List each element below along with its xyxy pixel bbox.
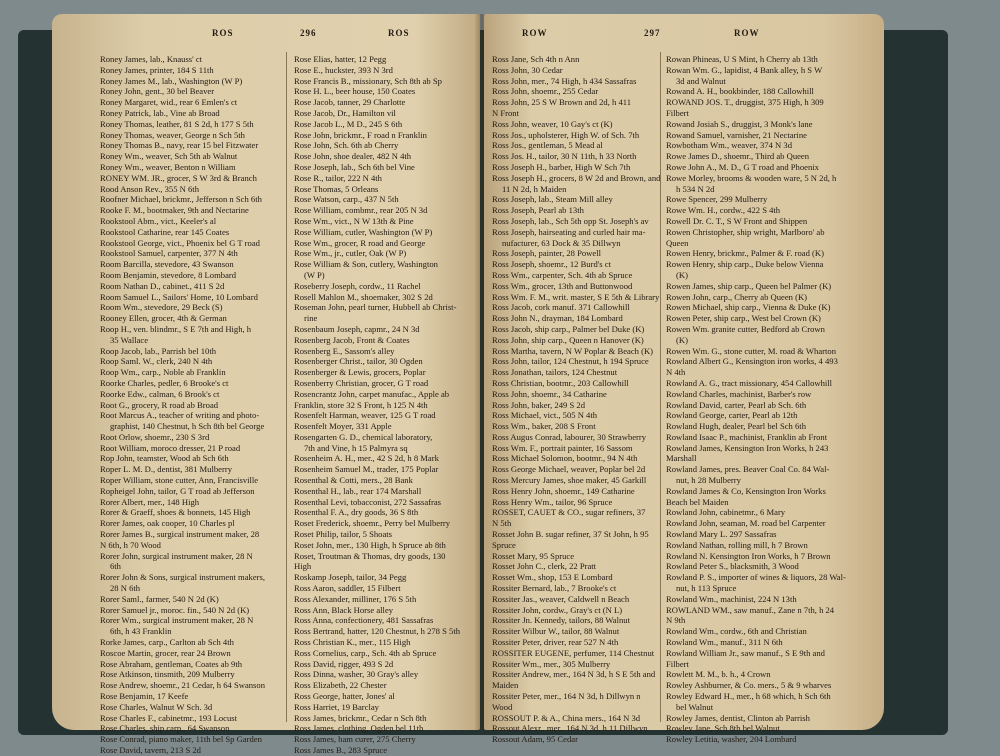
directory-entry: Ross Joseph H., barber, High W Sch 7th [492, 161, 631, 172]
directory-entry: nut, h 113 Spruce [676, 583, 737, 594]
directory-entry: Roney Thomas B., navy, rear 15 bel Fitzwater [100, 140, 259, 151]
directory-entry: Ross Jos. H., tailor, 30 N 11th, h 33 North [492, 151, 637, 162]
directory-entry: Ross Christian, bootmr., 203 Callowhill [492, 377, 629, 388]
directory-entry: Rorer John, surgical instrument maker, 28 N [100, 550, 253, 561]
directory-entry: Rose Atkinson, tinsmith, 209 Mulberry [100, 669, 235, 680]
directory-entry: Roop Wm., carp., Noble ab Franklin [100, 367, 226, 378]
directory-entry: Rosenbaum Joseph, capmr., 24 N 3d [294, 323, 420, 334]
directory-entry: RONEY WM. JR., grocer, S W 3rd & Branch [100, 172, 257, 183]
directory-entry: Rossiter Peter, mer., 164 N 3d, h Dillwyn n [492, 691, 641, 702]
directory-entry: Ross Dinna, washer, 30 Gray's alley [294, 669, 419, 680]
right-page [484, 14, 884, 745]
directory-entry: 28 N 6th [110, 583, 141, 594]
directory-entry: Roney Wm., weaver, Sch 5th ab Walnut [100, 151, 238, 162]
directory-entry: Rorer Samuel jr., moroc. fin., 540 N 2d (K) [100, 604, 250, 615]
left-page [52, 14, 480, 755]
directory-entry: Rowland N. Kensington Iron Works, h 7 Brown [666, 550, 831, 561]
left-column-2 [294, 54, 466, 756]
directory-entry: 11 N 2d, h Maiden [502, 183, 567, 194]
directory-entry: N 9th [666, 615, 686, 626]
directory-entry: Rose Charles, Walnut W Sch. 3d [100, 701, 213, 712]
directory-entry: Rosencrantz John, carpet manufac., Apple ab [294, 388, 450, 399]
directory-entry: Roset Frederick, shoemr., Perry bel Mulberry [294, 518, 451, 529]
directory-entry: Rose Wm., vict., N W 13th & Pine [294, 215, 414, 226]
directory-entry: Rosenheim Samuel M., trader, 175 Poplar [294, 464, 439, 475]
directory-entry: Ross Harriet, 19 Barclay [294, 701, 379, 712]
directory-entry: Rowen Wm. G., stone cutter, M. road & Wharton [666, 345, 836, 356]
directory-entry: Rowland P. S., importer of wines & liquors, 28 Wal- [666, 572, 846, 583]
directory-entry: Root Marcus A., teacher of writing and photo- [100, 410, 260, 421]
directory-entry: Rowland James, pres. Beaver Coal Co. 84 Wal- [666, 464, 830, 475]
directory-entry: Rose Elias, hatter, 12 Pegg [294, 54, 387, 64]
directory-entry: Rowland James, Kensington Iron Works, h 243 [666, 442, 829, 453]
directory-entry: Rose Francis B., missionary, Sch 8th ab Sp [294, 75, 442, 86]
directory-entry: Rowbotham Wm., weaver, 374 N 3d [666, 140, 792, 151]
directory-entry: Rose Wm., jr., cutler, Oak (W P) [294, 248, 407, 259]
directory-entry: Rowe John A., M. D., G T road and Phoenix [666, 161, 819, 172]
directory-entry: Rossout Adam, 95 Cedar [492, 734, 578, 745]
directory-entry: Ross John, baker, 249 S 2d [492, 399, 585, 410]
directory-entry: Rose John, brickmr., F road n Franklin [294, 129, 427, 140]
directory-entry: N 6th, h 70 Wood [100, 539, 161, 550]
directory-entry: Rowland Peter S., blacksmith, 3 Wood [666, 561, 799, 572]
directory-entry: Rose John, shoe dealer, 482 N 4th [294, 151, 412, 162]
directory-entry: Rose H. L., beer house, 150 Coates [294, 86, 416, 97]
directory-entry: Rosenberger Christ., tailor, 30 Ogden [294, 356, 423, 367]
right-column-1 [492, 54, 664, 745]
directory-entry: Ross Joseph, lab., Sch 5th opp St. Joseph's av [492, 215, 649, 226]
directory-entry: 7th and Vine, h 15 Palmyra sq [304, 442, 408, 453]
directory-entry: Rossout Alexr., mer., 164 N 3d, h 11 Dillwyn [492, 723, 648, 734]
directory-entry: Rosenfelt Moyer, 331 Apple [294, 421, 392, 432]
directory-entry: Rowland Wm., manuf., 311 N 6th [666, 637, 783, 648]
directory-entry: Rosenberg Jacob, Front & Coates [294, 334, 410, 345]
directory-entry: Ross Aaron, saddler, 15 Filbert [294, 583, 401, 594]
directory-entry: (W P) [304, 269, 325, 280]
directory-entry: Rowley Ashburner, & Co. mers., 5 & 9 wharves [666, 680, 832, 691]
directory-entry: Rookstool Samuel, carpenter, 377 N 4th [100, 248, 238, 259]
directory-entry: Wood [492, 701, 513, 712]
directory-entry: ROWAND JOS. T., druggist, 375 High, h 309 [666, 97, 824, 108]
directory-entry: Rowley Letitia, washer, 204 Lombard [666, 734, 797, 745]
directory-entry: Roop H., ven. blindmr., S E 7th and High, h [100, 323, 252, 334]
directory-entry: Spruce [492, 539, 516, 550]
directory-entry: Rosset Wm., shop, 153 E Lombard [492, 572, 613, 583]
directory-entry: Roney Patrick, lab., Vine ab Broad [100, 107, 220, 118]
directory-entry: Rowan Phineas, U S Mint, h Cherry ab 13th [666, 54, 818, 64]
directory-entry: Rorer John & Sons, surgical instrument makers, [100, 572, 266, 583]
directory-entry: Roset, Troutman & Thomas, dry goods, 130 [294, 550, 446, 561]
right-header-left: ROW [522, 28, 548, 38]
directory-entry: Ross Michael Solomon, bootmr., 94 N 4th [492, 453, 638, 464]
directory-entry: Rossiter Bernard, lab., 7 Brooke's ct [492, 583, 617, 594]
directory-entry: Rosenberry Christian, grocer, G T road [294, 377, 429, 388]
directory-entry: Ross Elizabeth, 22 Chester [294, 680, 387, 691]
directory-entry: Ross Ann, Black Horse alley [294, 604, 394, 615]
directory-entry: Ross Bertrand, hatter, 120 Chestnut, h 278 S 5th [294, 626, 461, 637]
directory-entry: Ross Wm. F. M., writ. master, S E 5th & Library [492, 291, 660, 302]
directory-entry: Rorer Albert, mer., 148 High [100, 496, 200, 507]
directory-entry: Queen [666, 237, 689, 248]
directory-entry: Root G., grocery, R road ab Broad [100, 399, 219, 410]
directory-entry: Rosenthal Levi, tobacconist, 272 Sassafras [294, 496, 442, 507]
directory-entry: Rowlett M. M., b. h., 4 Crown [666, 669, 771, 680]
directory-entry: N 4th [666, 367, 686, 378]
directory-entry: Ross Joseph H., grocers, 8 W 2d and Brown, and [492, 172, 661, 183]
directory-entry: Rowell Dr. C. T., S W Front and Shippen [666, 215, 808, 226]
directory-entry: Rowland William Jr., saw manuf., S E 9th and [666, 647, 825, 658]
directory-entry: Rowland John, cabinetmr., 6 Mary [666, 507, 786, 518]
directory-entry: Rowland Nathan, rolling mill, h 7 Brown [666, 539, 808, 550]
directory-entry: Rop John, teamster, Wood ab Sch 6th [100, 453, 229, 464]
directory-entry: Rosenberger & Lewis, grocers, Poplar [294, 367, 426, 378]
directory-entry: Rorer James B., surgical instrument maker, 28 [100, 529, 260, 540]
directory-entry: Ross Joseph, painter, 28 Powell [492, 248, 601, 259]
directory-entry: Rose Watson, carp., 437 N 5th [294, 194, 399, 205]
directory-entry: Rowe Spencer, 299 Mulberry [666, 194, 768, 205]
directory-entry: Rossiter Jas., weaver, Caldwell n Beach [492, 593, 630, 604]
directory-entry: Roper William, stone cutter, Ann, Francisville [100, 475, 259, 486]
directory-entry: Ross John, weaver, 10 Gay's ct (K) [492, 118, 613, 129]
directory-entry: Rowland Mary L. 297 Sassafras [666, 529, 777, 540]
directory-entry: Rosenthal & Cotti, mers., 28 Bank [294, 475, 413, 486]
directory-entry: Rookstool Catharine, rear 145 Coates [100, 226, 230, 237]
directory-entry: Ross Henry Wm., tailor, 96 Spruce [492, 496, 613, 507]
directory-entry: Roper L. M. D., dentist, 381 Mulberry [100, 464, 232, 475]
directory-entry: Roscoe Martin, grocer, rear 24 Brown [100, 647, 231, 658]
directory-entry: Roofner Michael, brickmr., Jefferson n Sch 6th [100, 194, 262, 205]
directory-entry: Root Orlow, shoemr., 230 S 3rd [100, 431, 210, 442]
directory-entry: Ross Jos., gentleman, 5 Mead al [492, 140, 603, 151]
directory-entry: Rowland Wm., cordw., 6th and Christian [666, 626, 807, 637]
directory-entry: Roset Philip, tailor, 5 Shoats [294, 529, 393, 540]
directory-entry: Ross John, mer., 74 High, h 434 Sassafras [492, 75, 637, 86]
directory-entry: Rose David, tavern, 213 S 2d [100, 745, 201, 755]
directory-entry: Ross John, 25 S W Brown and 2d, h 411 [492, 97, 632, 108]
directory-entry: Rosenthal F. A., dry goods, 36 S 8th [294, 507, 419, 518]
directory-entry: Rose John, Sch. 6th ab Cherry [294, 140, 399, 151]
directory-entry: Ross Alexander, milliner, 176 S 5th [294, 593, 417, 604]
directory-entry: Ross Henry John, shoemr., 149 Catharine [492, 485, 635, 496]
directory-entry: Filbert [666, 658, 689, 669]
directory-entry: Ross Wm. F., portrait painter, 16 Sassom [492, 442, 633, 453]
directory-entry: Rosset John B. sugar refiner, 37 St John, h 95 [492, 529, 649, 540]
directory-entry: Ross George Michael, weaver, Poplar bel 2d [492, 464, 646, 475]
directory-entry: bel Walnut [676, 701, 714, 712]
right-header-right: ROW [734, 28, 760, 38]
directory-entry: Rose Andrew, shoemr., 21 Cedar, h 64 Swanson [100, 680, 265, 691]
directory-entry: Rose E., huckster, 393 N 3rd [294, 64, 393, 75]
directory-entry: Ross Wm., baker, 208 S Front [492, 421, 596, 432]
directory-entry: Rowley Edward H., mer., h 68 which, h Sch 6th [666, 691, 831, 702]
directory-entry: Ross Jane, Sch 4th n Ann [492, 54, 580, 64]
directory-entry: Ross Jacob, cork manuf. 371 Callowhill [492, 302, 630, 313]
directory-entry: Rowland Charles, machinist, Barber's row [666, 388, 812, 399]
directory-entry: Room Wm., stevedore, 29 Beck (S) [100, 302, 223, 313]
directory-entry: Rowen John, carp., Cherry ab Queen (K) [666, 291, 808, 302]
directory-entry: Rose Jacob, tanner, 29 Charlotte [294, 97, 406, 108]
directory-entry: Ross John, ship carp., Queen n Hanover (K) [492, 334, 644, 345]
directory-entry: Ross James, ham curer, 275 Cherry [294, 734, 416, 745]
directory-entry: Ross James, clothing, Ogden bel 11th [294, 723, 424, 734]
directory-entry: Roskamp Joseph, tailor, 34 Pegg [294, 572, 407, 583]
directory-entry: Ross John, tailor, 124 Chestnut, h 194 Spruce [492, 356, 649, 367]
right-column-2 [666, 54, 866, 745]
column-rule [660, 52, 661, 722]
directory-entry: Rose R., tailor, 222 N 4th [294, 172, 382, 183]
directory-entry: Roop Jacob, lab., Parrish bel 10th [100, 345, 216, 356]
directory-entry: ROSSOUT P. & A., China mers., 164 N 3d [492, 712, 641, 723]
directory-entry: Rooney Ellen, grocer, 4th & German [100, 313, 227, 324]
directory-entry: Roorke Edw., calman, 6 Brook's ct [100, 388, 220, 399]
directory-entry: Rowland John, seaman, M. road bel Carpenter [666, 518, 826, 529]
directory-entry: Rowland David, carter, Pearl ab Sch. 6th [666, 399, 807, 410]
directory-entry: Rowley James, dentist, Clinton ab Parrish [666, 712, 810, 723]
directory-entry: Rowland James & Co, Kensington Iron Works [666, 485, 826, 496]
directory-entry: Roop Saml. W., clerk, 240 N 4th [100, 356, 213, 367]
directory-entry: Ross Wm., carpenter, Sch. 4th ab Spruce [492, 269, 633, 280]
directory-entry: Rosenberg E., Sassom's alley [294, 345, 395, 356]
directory-entry: Room Samuel L., Sailors' Home, 10 Lombard [100, 291, 258, 302]
directory-entry: Rookstool George, vict., Phoenix bel G T road [100, 237, 260, 248]
directory-entry: Ross James B., 283 Spruce [294, 745, 388, 755]
directory-entry: Rowen Henry, ship carp., Duke below Vienna [666, 259, 824, 270]
directory-entry: Rosenheim A. H., mer., 42 S 2d, h 8 Mark [294, 453, 439, 464]
directory-entry: 6th [110, 561, 121, 572]
directory-entry: Rowand Samuel, varnisher, 21 Nectarine [666, 129, 807, 140]
directory-entry: Ross Joseph, hairseating and curled hair ma- [492, 226, 646, 237]
directory-entry: Room Nathan D., cabinet., 411 S 2d [100, 280, 225, 291]
directory-entry: Roorke Charles, pedler, 6 Brooke's ct [100, 377, 229, 388]
directory-entry: Ross Jos., upholsterer, High W. of Sch. 7th [492, 129, 640, 140]
directory-entry: ROWLAND WM., saw manuf., Zane n 7th, h 24 [666, 604, 835, 615]
directory-entry: Rose Charles, ship carp., 64 Swanson [100, 723, 230, 734]
directory-entry: Rowley Jane, Sch 8th bel Walnut [666, 723, 780, 734]
directory-entry: Rowland George, carter, Pearl ab 12th [666, 410, 798, 421]
directory-entry: Rowland Isaac P., machinist, Franklin ab Front [666, 431, 828, 442]
directory-entry: Rose Abraham, gentleman, Coates ab 9th [100, 658, 243, 669]
directory-entry: Rosell Mahlon M., shoemaker, 302 S 2d [294, 291, 433, 302]
directory-entry: Ross John N., drayman, 184 Lombard [492, 313, 623, 324]
directory-entry: Rowand A. H., bookbinder, 188 Callowhill [666, 86, 814, 97]
directory-entry: Ross Jonathan, tailors, 124 Chestnut [492, 367, 618, 378]
directory-entry: Rossiter Andrew, mer., 164 N 3d, h S E 5th and [492, 669, 656, 680]
directory-entry: Rosset John C., clerk, 22 Pratt [492, 561, 597, 572]
directory-entry: Rossiter Jn. Kennedy, tailors, 88 Walnut [492, 615, 630, 626]
directory-entry: Rowe Wm. H., cordw., 422 S 4th [666, 205, 781, 216]
directory-entry: Rose Benjamin, 17 Keefe [100, 691, 189, 702]
directory-entry: rine [304, 313, 318, 324]
directory-entry: High [294, 561, 312, 572]
directory-entry: 35 Wallace [110, 334, 149, 345]
directory-entry: Maiden [492, 680, 519, 691]
directory-entry: Roset John, mer., 130 High, h Spruce ab 8th [294, 539, 446, 550]
directory-entry: Ross Anna, confectionery, 481 Sassafras [294, 615, 434, 626]
directory-entry: Rowen James, ship carp., Queen bel Palmer (K) [666, 280, 832, 291]
right-page-number: 297 [644, 28, 661, 38]
directory-entry: Roney Thomas, weaver, George n Sch 5th [100, 129, 245, 140]
directory-entry: N Front [492, 107, 519, 118]
directory-entry: Rorer Wm., surgical instrument maker, 28 N [100, 615, 254, 626]
directory-entry: Filbert [666, 107, 689, 118]
directory-entry: Rose William, combmr., rear 205 N 3d [294, 205, 428, 216]
directory-entry: Rose Conrad, piano maker, 11th bel Sp Garden [100, 734, 262, 745]
directory-entry: Rossiter Peter, driver, rear 527 N 4th [492, 637, 619, 648]
directory-entry: Ross Joseph, shoemr., 12 Burd's ct [492, 259, 611, 270]
directory-entry: Ross John, shoemr., 255 Cedar [492, 86, 599, 97]
directory-entry: Roseman John, pearl turner, Hubbell ab Christ- [294, 302, 457, 313]
directory-entry: Ross Jacob, ship carp., Palmer bel Duke (K) [492, 323, 645, 334]
directory-entry: Rorer & Graeff, shoes & bonnets, 145 High [100, 507, 251, 518]
left-header-left: ROS [212, 28, 234, 38]
directory-entry: Ross Christian K., mer., 115 High [294, 637, 411, 648]
directory-entry: (K) [676, 334, 688, 345]
directory-entry: Rooke F. M., bootmaker, 9th and Nectarine [100, 205, 249, 216]
directory-entry: Rowen Henry, brickmr., Palmer & F. road (K) [666, 248, 824, 259]
directory-entry: Ross Martha, tavern, N W Poplar & Beach (K) [492, 345, 654, 356]
directory-entry: Rossiter Wilbur W., tailor, 88 Walnut [492, 626, 620, 637]
directory-entry: Ross John, 30 Cedar [492, 64, 563, 75]
directory-entry: Rosset Mary, 95 Spruce [492, 550, 575, 561]
directory-entry: Rowland A. G., tract missionary, 454 Callowhill [666, 377, 833, 388]
directory-entry: Rorer James, oak cooper, 10 Charles pl [100, 518, 235, 529]
directory-entry: Rosengarten G. D., chemical laboratory, [294, 431, 433, 442]
directory-entry: Rowland Albert G., Kensington iron works, 4 493 [666, 356, 838, 367]
directory-entry: graphist, 140 Chestnut, h Sch 8th bel George [110, 421, 265, 432]
directory-entry: Rosenthal H., lab., rear 174 Marshall [294, 485, 422, 496]
directory-entry: Rose William & Son, cutlery, Washington [294, 259, 438, 270]
directory-entry: 3d and Walnut [676, 75, 726, 86]
directory-entry: 6th, h 43 Franklin [110, 626, 172, 637]
directory-entry: Ropheigel John, tailor, G T road ab Jefferson [100, 485, 255, 496]
left-header-right: ROS [388, 28, 410, 38]
directory-entry: ROSSET, CAUET & CO., sugar refiners, 37 [492, 507, 646, 518]
directory-entry: Roney James M., lab., Washington (W P) [100, 75, 243, 86]
directory-entry: Room Barcilla, stevedore, 43 Swanson [100, 259, 234, 270]
directory-entry: N 5th [492, 518, 512, 529]
directory-entry: Roney Thomas, leather, 81 S 2d, h 177 S 5th [100, 118, 254, 129]
directory-entry: Ross George, hatter, Jones' al [294, 691, 395, 702]
directory-entry: (K) [676, 269, 688, 280]
directory-entry: Roney James, printer, 184 S 11th [100, 64, 214, 75]
directory-entry: Roney Wm., weaver, Benton n William [100, 161, 236, 172]
directory-entry: Rose William, cutler, Washington (W P) [294, 226, 433, 237]
directory-entry: Roney Margaret, wid., rear 6 Emlen's ct [100, 97, 238, 108]
directory-entry: Rose Jacob L., M D., 245 S 6th [294, 118, 403, 129]
directory-entry: Rowland Wm., machinist, 224 N 13th [666, 593, 797, 604]
directory-entry: Rossiter John, cordw., Gray's ct (N L) [492, 604, 623, 615]
directory-entry: nut, h 28 Mulberry [676, 475, 741, 486]
directory-entry: Franklin, store 32 S Front, h 125 N 4th [294, 399, 428, 410]
directory-entry: Rorke James, carp., Carlton ab Sch 4th [100, 637, 234, 648]
directory-entry: Rorer Saml., farmer, 540 N 2d (K) [100, 593, 219, 604]
directory-entry: Ross David, rigger, 493 S 2d [294, 658, 394, 669]
directory-entry: Rose Joseph, lab., Sch 6th bel Vine [294, 161, 415, 172]
directory-entry: Rowland Hugh, dealer, Pearl bel Sch 6th [666, 421, 806, 432]
directory-entry: Rowen Michael, ship carp., Vienna & Duke (K) [666, 302, 831, 313]
directory-entry: Rowen Peter, ship carp., West bel Crown (K) [666, 313, 821, 324]
directory-entry: h 534 N 2d [676, 183, 715, 194]
directory-entry: Rowen Christopher, ship wright, Marlboro' ab [666, 226, 825, 237]
directory-entry: Rose Jacob, Dr., Hamilton vil [294, 107, 396, 118]
directory-entry: Rowe Morley, brooms & wooden ware, 5 N 2d, h [666, 172, 837, 183]
directory-entry: Rose Wm., grocer, R road and George [294, 237, 426, 248]
left-column-1 [100, 54, 272, 756]
column-rule [286, 52, 287, 722]
directory-entry: Rowan Wm. G., lapidist, 4 Bank alley, h S W [666, 64, 823, 75]
directory-entry: Roney James, lab., Knauss' ct [100, 54, 203, 64]
directory-entry: Rowe James D., shoemr., Third ab Queen [666, 151, 810, 162]
directory-entry: Roseberry Joseph, cordw., 11 Rachel [294, 280, 421, 291]
directory-entry: ROSSITER EUGENE, perfumer, 114 Chestnut [492, 647, 655, 658]
directory-entry: Rosenfelt Harman, weaver, 125 G T road [294, 410, 436, 421]
directory-entry: Roney John, gent., 30 bel Beaver [100, 86, 215, 97]
directory-entry: Rood Anson Rev., 355 N 6th [100, 183, 199, 194]
directory-entry: nufacturer, 63 Dock & 35 Dillwyn [502, 237, 621, 248]
directory-entry: Rose Charles F., cabinetmr., 193 Locust [100, 712, 238, 723]
left-page-number: 296 [300, 28, 317, 38]
directory-entry: Ross Joseph, Pearl ab 13th [492, 205, 584, 216]
directory-entry: Ross Augus Conrad, labourer, 30 Strawberry [492, 431, 647, 442]
directory-entry: Ross James, brickmr., Cedar n Sch 8th [294, 712, 427, 723]
directory-entry: Marshall [666, 453, 697, 464]
directory-entry: Beach bel Maiden [666, 496, 729, 507]
directory-entry: Ross John, shoemr., 34 Catharine [492, 388, 607, 399]
directory-entry: Rowen Wm. granite cutter, Bedford ab Crown [666, 323, 825, 334]
directory-entry: Ross Michael, vict., 505 N 4th [492, 410, 598, 421]
directory-entry: Rookstool Abm., vict., Keeler's al [100, 215, 217, 226]
directory-entry: Rossiter Wm., mer., 305 Mulberry [492, 658, 611, 669]
directory-entry: Rowand Josiah S., druggist, 3 Monk's lane [666, 118, 813, 129]
directory-entry: Ross Joseph, lab., Steam Mill alley [492, 194, 613, 205]
directory-entry: Room Benjamin, stevedore, 8 Lombard [100, 269, 237, 280]
directory-entry: Ross Cornelius, carp., Sch. 4th ab Spruce [294, 647, 437, 658]
directory-entry: Root William, moroco dresser, 21 P road [100, 442, 241, 453]
directory-entry: Ross Wm., grocer, 13th and Buttonwood [492, 280, 633, 291]
directory-entry: Ross Mercury James, shoe maker, 45 Garkill [492, 475, 647, 486]
directory-entry: Rose Thomas, 5 Orleans [294, 183, 379, 194]
